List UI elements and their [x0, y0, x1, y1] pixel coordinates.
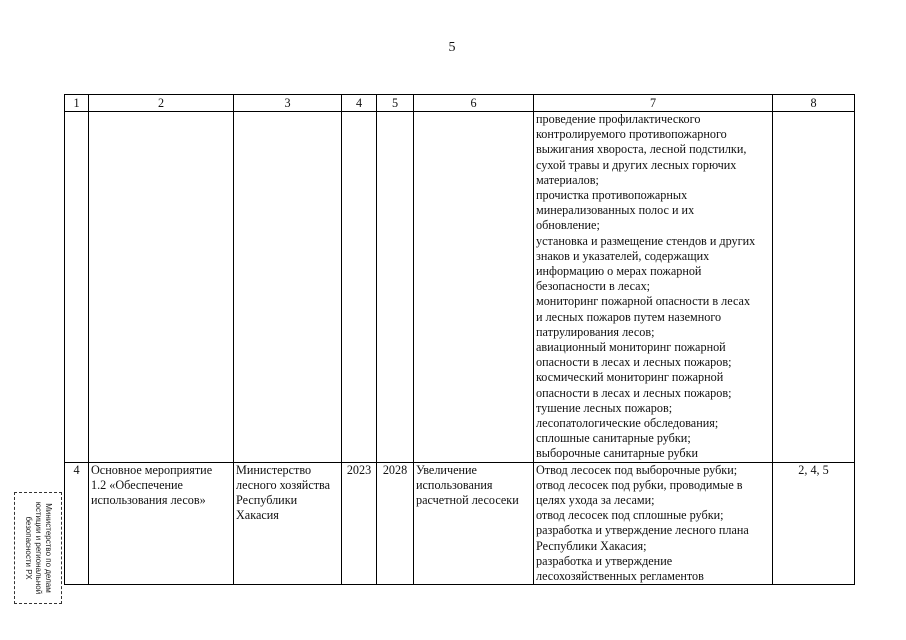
- measure-line: выжигания хвороста, лесной подстилки,: [536, 142, 747, 157]
- column-number-row: [65, 95, 855, 112]
- expected-result-line: использования: [416, 477, 493, 492]
- measure-line: минерализованных полос и их: [536, 203, 695, 218]
- measure-line: тушение лесных пожаров;: [536, 400, 673, 415]
- stamp-line: Министерство по делам: [44, 503, 53, 593]
- table-row-activity-4: [65, 462, 855, 585]
- measure-line: авиационный мониторинг пожарной: [536, 340, 726, 355]
- measure-line: Республики Хакасия;: [536, 538, 647, 553]
- measure-line: лесохозяйственных регламентов: [536, 569, 704, 584]
- executor-line: Республики: [236, 493, 298, 508]
- measure-line: сплошные санитарные рубки;: [536, 431, 691, 446]
- expected-result-cell: [414, 462, 534, 585]
- executor-line: лесного хозяйства: [236, 477, 331, 492]
- activity-name-line: Основное мероприятие: [91, 462, 213, 477]
- stamp-line: безопасности РХ: [24, 516, 33, 580]
- page-number: 5: [448, 40, 456, 55]
- column-number-5: 5: [377, 95, 414, 112]
- indicator-links-cell: 2, 4, 5: [773, 462, 855, 585]
- stamp-line: юстиции и региональной: [34, 501, 43, 595]
- column-number-7: 7: [534, 95, 773, 112]
- measure-line: информацию о мерах пожарной: [536, 264, 702, 279]
- measure-line: Отвод лесосек под выборочные рубки;: [536, 462, 738, 477]
- program-activities-table: [64, 94, 855, 585]
- measure-line: лесопатологические обследования;: [536, 416, 719, 431]
- measure-line: прочистка противопожарных: [536, 188, 688, 203]
- measure-line: выборочные санитарные рубки: [536, 446, 699, 461]
- measure-line: целях ухода за лесами;: [536, 493, 655, 508]
- measure-line: проведение профилактического: [536, 112, 701, 126]
- row1-col3-cell: [234, 112, 342, 463]
- registration-stamp: [14, 492, 62, 604]
- executor-line: Министерство: [236, 462, 312, 477]
- column-number-4: 4: [342, 95, 377, 112]
- row1-col6-cell: [414, 112, 534, 463]
- row1-col4-cell: [342, 112, 377, 463]
- measure-line: обновление;: [536, 218, 600, 233]
- stamp-text: [23, 494, 53, 602]
- measure-line: разработка и утверждение лесного плана: [536, 523, 749, 538]
- measure-line: космический мониторинг пожарной: [536, 370, 724, 385]
- measure-line: разработка и утверждение: [536, 553, 673, 568]
- measure-line: установка и размещение стендов и других: [536, 233, 756, 248]
- measure-line: материалов;: [536, 172, 599, 187]
- executor-line: Хакасия: [236, 508, 279, 523]
- activity-name-line: 1.2 «Обеспечение: [91, 477, 183, 492]
- measure-line: контролируемого противопожарного: [536, 127, 727, 142]
- measure-line: отвод лесосек под рубки, проводимые в: [536, 477, 743, 492]
- measure-line: опасности в лесах и лесных пожаров;: [536, 385, 732, 400]
- column-number-8: 8: [773, 95, 855, 112]
- measure-line: сухой травы и других лесных горючих: [536, 157, 737, 172]
- measure-line: и лесных пожаров путем наземного: [536, 309, 722, 324]
- expected-result-line: Увеличение: [416, 462, 477, 477]
- measure-line: безопасности в лесах;: [536, 279, 651, 294]
- expected-result-line: расчетной лесосеки: [416, 493, 519, 508]
- row1-measures-cell: [534, 112, 773, 463]
- row1-col1-cell: [65, 112, 89, 463]
- measure-line: знаков и указателей, содержащих: [536, 248, 710, 263]
- row-number-cell: 4: [65, 462, 89, 585]
- column-number-6: 6: [414, 95, 534, 112]
- column-number-1: 1: [65, 95, 89, 112]
- column-number-3: 3: [234, 95, 342, 112]
- measure-line: мониторинг пожарной опасности в лесах: [536, 294, 751, 309]
- activity-measures-cell: [534, 462, 773, 585]
- activity-name-cell: [89, 462, 234, 585]
- measure-line: опасности в лесах и лесных пожаров;: [536, 355, 732, 370]
- start-year-cell: 2023: [342, 462, 377, 585]
- row1-col8-cell: [773, 112, 855, 463]
- activity-name-line: использования лесов»: [91, 493, 206, 508]
- row1-col2-cell: [89, 112, 234, 463]
- table-row-continuation: [65, 112, 855, 463]
- end-year-cell: 2028: [377, 462, 414, 585]
- executor-cell: [234, 462, 342, 585]
- measure-line: патрулирования лесов;: [536, 324, 655, 339]
- measure-line: отвод лесосек под сплошные рубки;: [536, 508, 724, 523]
- row1-col5-cell: [377, 112, 414, 463]
- column-number-2: 2: [89, 95, 234, 112]
